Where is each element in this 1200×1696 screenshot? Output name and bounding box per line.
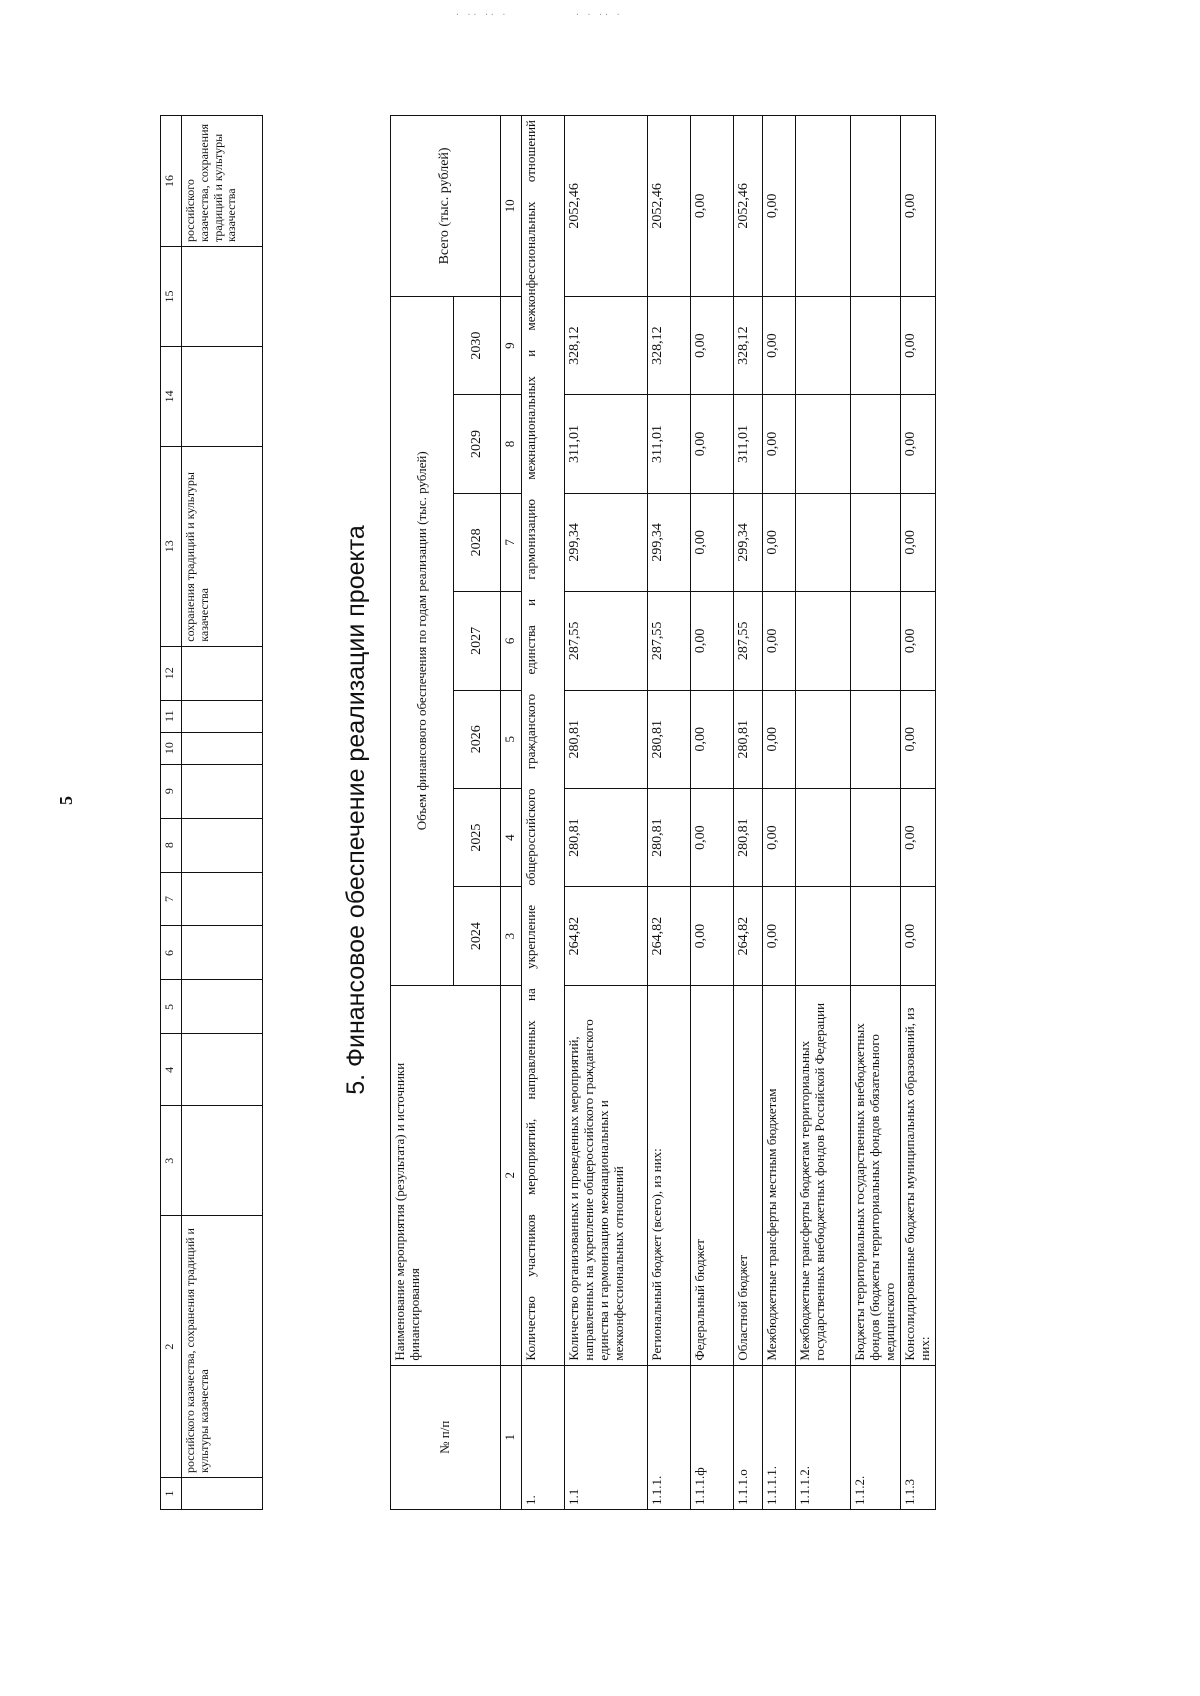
table-cell	[182, 1106, 263, 1216]
row-year-value	[851, 296, 901, 394]
row-name: Межбюджетные трансферты бюджетам территориальных государственных внебюджетных фондов Российской Федерации	[796, 985, 851, 1365]
header-year: 2024	[454, 887, 501, 985]
row-year-value: 287,55	[648, 592, 691, 690]
table-row	[565, 116, 648, 1510]
table-cell	[182, 732, 263, 764]
table-row	[763, 116, 796, 1510]
row-name: Областной бюджет	[734, 985, 763, 1365]
column-number: 12	[161, 646, 182, 700]
row-year-value: 287,55	[565, 592, 648, 690]
row-year-value	[796, 395, 851, 493]
row-name: Бюджеты территориальных государственных внебюджетных фондов (бюджеты территориальных фондов обязательного медицинского	[851, 985, 901, 1365]
table-cell	[182, 764, 263, 818]
row-year-value	[796, 592, 851, 690]
row-name: Количество организованных и проведенных мероприятий, направленных на укрепление общероссийского гражданского единства и гармонизацию межнациональных и межконфессиональных отношений	[565, 985, 648, 1365]
header-year: 2029	[454, 395, 501, 493]
row-name: Федеральный бюджет	[691, 985, 734, 1365]
header-year: 2026	[454, 690, 501, 788]
continuation-table	[160, 115, 263, 1510]
section-title: 5. Финансовое обеспечение реализации проекта	[342, 525, 370, 1095]
table-row	[851, 116, 901, 1510]
column-number-row	[501, 116, 522, 1510]
row-year-value: 0,00	[763, 887, 796, 985]
row-total-value: 2052,46	[565, 116, 648, 297]
row-year-value: 280,81	[648, 788, 691, 886]
table-cell	[182, 926, 263, 980]
header-volume: Объем финансового обеспечения по годам реализации (тыс. рублей)	[391, 296, 454, 985]
row-year-value: 0,00	[900, 296, 935, 394]
row-year-value: 0,00	[691, 493, 734, 591]
column-number: 4	[501, 788, 522, 886]
row-total-value: 0,00	[691, 116, 734, 297]
column-number: 2	[501, 985, 522, 1365]
row-year-value: 280,81	[565, 788, 648, 886]
column-number: 10	[161, 732, 182, 764]
row-year-value: 0,00	[900, 395, 935, 493]
row-index: 1.1.2.	[851, 1365, 901, 1509]
column-number: 3	[501, 887, 522, 985]
table-cell: сохранения традиций и культуры казачества	[182, 446, 263, 646]
row-year-value: 0,00	[763, 592, 796, 690]
table-row	[522, 116, 565, 1510]
header-number: № п/п	[391, 1365, 501, 1509]
row-index: 1.1.1.ф	[691, 1365, 734, 1509]
landscape-sheet	[160, 110, 1200, 1510]
column-number: 8	[501, 395, 522, 493]
row-year-value: 311,01	[734, 395, 763, 493]
row-name: Консолидированные бюджеты муниципальных образований, из них:	[900, 985, 935, 1365]
table-cell	[182, 247, 263, 347]
row-name: Региональный бюджет (всего), из них:	[648, 985, 691, 1365]
row-year-value	[796, 493, 851, 591]
table-cell	[182, 1478, 263, 1510]
row-total-value: 2052,46	[734, 116, 763, 297]
column-number: 3	[161, 1106, 182, 1216]
row-year-value: 280,81	[734, 690, 763, 788]
row-year-value	[851, 690, 901, 788]
row-heading: Количество участников мероприятий, направленных на укрепление общероссийского гражданского единства и гармонизацию межнациональных и межконфессиональных отношений	[522, 116, 565, 1366]
table-cell	[182, 1034, 263, 1106]
row-year-value: 264,82	[648, 887, 691, 985]
row-year-value: 0,00	[900, 788, 935, 886]
table-cell: российского казачества, сохранения традиций и культуры казачества	[182, 1216, 263, 1478]
column-number: 2	[161, 1216, 182, 1478]
row-index: 1.1.3	[900, 1365, 935, 1509]
header-year: 2030	[454, 296, 501, 394]
row-year-value	[851, 395, 901, 493]
column-number: 14	[161, 346, 182, 446]
row-year-value: 299,34	[648, 493, 691, 591]
column-number: 7	[501, 493, 522, 591]
table-row	[648, 116, 691, 1510]
row-year-value: 280,81	[734, 788, 763, 886]
table-row	[691, 116, 734, 1510]
column-number: 9	[501, 296, 522, 394]
row-year-value: 280,81	[565, 690, 648, 788]
row-total-value: 0,00	[900, 116, 935, 297]
row-year-value: 0,00	[691, 296, 734, 394]
table-cell: российского казачества, сохранения традиций и культуры казачества	[182, 116, 263, 247]
row-index: 1.1.1.2.	[796, 1365, 851, 1509]
table-cell	[182, 872, 263, 926]
table-cell	[182, 818, 263, 872]
row-year-value	[796, 788, 851, 886]
row-year-value: 0,00	[900, 493, 935, 591]
column-number-row	[161, 116, 182, 1510]
row-year-value: 0,00	[763, 296, 796, 394]
row-year-value: 0,00	[900, 592, 935, 690]
row-year-value: 311,01	[648, 395, 691, 493]
header-name: Наименование мероприятия (результата) и источники финансирования	[391, 985, 501, 1365]
column-number: 13	[161, 446, 182, 646]
column-number: 1	[501, 1365, 522, 1509]
column-number: 15	[161, 247, 182, 347]
row-index: 1.1.1.	[648, 1365, 691, 1509]
column-number: 7	[161, 872, 182, 926]
row-year-value: 280,81	[648, 690, 691, 788]
column-number: 1	[161, 1478, 182, 1510]
table-cell	[182, 700, 263, 732]
column-number: 5	[501, 690, 522, 788]
column-number: 9	[161, 764, 182, 818]
row-year-value	[851, 788, 901, 886]
financial-support-table	[390, 115, 936, 1510]
table-row	[182, 116, 263, 1510]
row-year-value: 0,00	[691, 690, 734, 788]
row-year-value: 0,00	[900, 690, 935, 788]
row-index: 1.1	[565, 1365, 648, 1509]
row-total-value	[796, 116, 851, 297]
table-row	[900, 116, 935, 1510]
column-number: 16	[161, 116, 182, 247]
row-year-value	[851, 887, 901, 985]
page-number: 5	[56, 796, 76, 805]
row-total-value: 0,00	[763, 116, 796, 297]
row-year-value: 0,00	[691, 395, 734, 493]
table-cell	[182, 646, 263, 700]
row-year-value: 328,12	[734, 296, 763, 394]
row-year-value: 0,00	[763, 690, 796, 788]
row-year-value: 328,12	[565, 296, 648, 394]
column-number: 6	[501, 592, 522, 690]
row-year-value: 264,82	[565, 887, 648, 985]
row-total-value: 2052,46	[648, 116, 691, 297]
row-year-value	[851, 592, 901, 690]
column-number: 5	[161, 980, 182, 1034]
row-year-value	[796, 690, 851, 788]
column-number: 4	[161, 1034, 182, 1106]
table-row	[734, 116, 763, 1510]
row-year-value: 0,00	[900, 887, 935, 985]
header-total: Всего (тыс. рублей)	[391, 116, 501, 297]
table-row	[796, 116, 851, 1510]
row-year-value: 299,34	[565, 493, 648, 591]
column-number: 10	[501, 116, 522, 297]
row-total-value	[851, 116, 901, 297]
table-cell	[182, 980, 263, 1034]
scan-artifact: · ·· ·· ·	[455, 10, 508, 19]
row-name: Межбюджетные трансферты местным бюджетам	[763, 985, 796, 1365]
row-year-value: 0,00	[691, 887, 734, 985]
row-year-value	[851, 493, 901, 591]
scan-artifact: · · ·· ·	[575, 10, 622, 19]
column-number: 11	[161, 700, 182, 732]
row-year-value	[796, 296, 851, 394]
financial-rows	[565, 116, 936, 1510]
header-year: 2025	[454, 788, 501, 886]
row-index: 1.1.1.о	[734, 1365, 763, 1509]
table-cell	[182, 346, 263, 446]
row-year-value: 0,00	[763, 788, 796, 886]
header-year: 2027	[454, 592, 501, 690]
row-year-value	[796, 887, 851, 985]
row-year-value: 311,01	[565, 395, 648, 493]
row-year-value: 328,12	[648, 296, 691, 394]
header-year: 2028	[454, 493, 501, 591]
row-year-value: 0,00	[691, 592, 734, 690]
row-year-value: 299,34	[734, 493, 763, 591]
column-number: 6	[161, 926, 182, 980]
row-index: 1.1.1.1.	[763, 1365, 796, 1509]
row-year-value: 0,00	[763, 493, 796, 591]
row-year-value: 0,00	[763, 395, 796, 493]
row-year-value: 264,82	[734, 887, 763, 985]
row-year-value: 287,55	[734, 592, 763, 690]
row-year-value: 0,00	[691, 788, 734, 886]
column-number: 8	[161, 818, 182, 872]
row-index: 1.	[522, 1365, 565, 1509]
